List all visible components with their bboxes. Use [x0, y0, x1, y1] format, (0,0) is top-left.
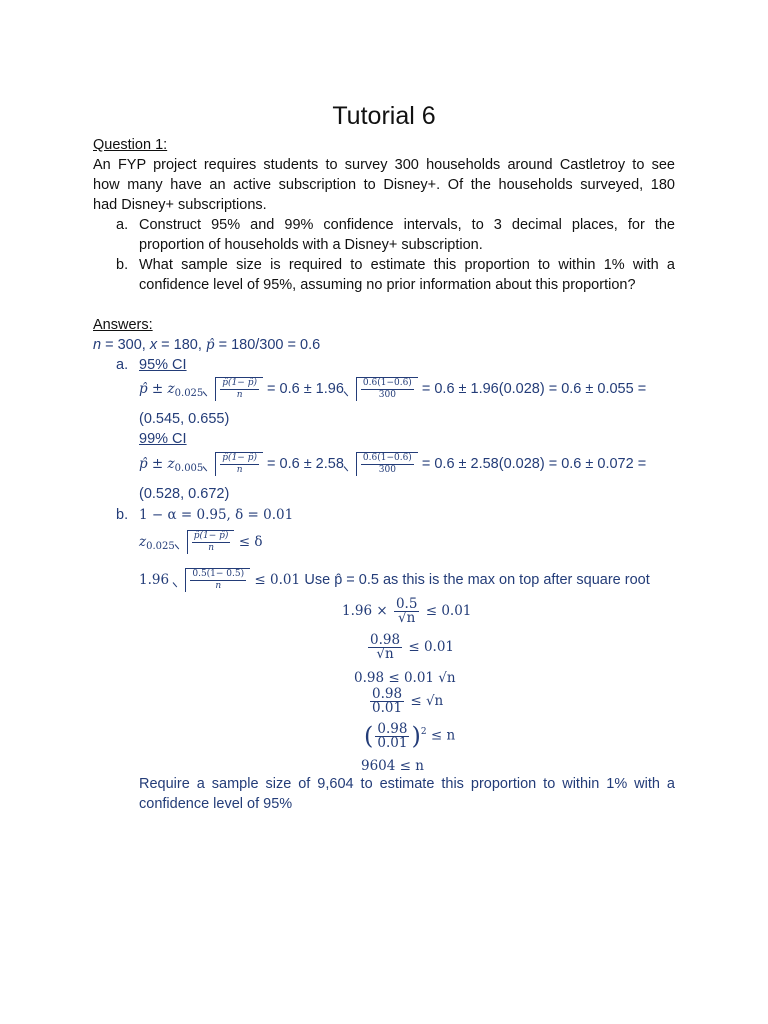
ci95-formula	[139, 377, 646, 404]
step-4	[368, 688, 443, 715]
given-phat-value: = 180/300 = 0.6	[214, 337, 321, 353]
sqrt-sign	[173, 568, 250, 592]
question-part-b-text: What sample size is required to estimate this proportion to within 1% with a	[139, 257, 675, 273]
page-title: Tutorial 6	[332, 102, 436, 130]
question-text-line: An FYP project requires students to survey 300 households around Castletroy to see	[93, 157, 675, 173]
b-sub-note: Use p̂ = 0.5 as this is the max on top after square root	[304, 571, 650, 588]
ci99-lead: p̂ ± z	[139, 455, 175, 472]
question-text-line: had Disney+ subscriptions.	[93, 197, 267, 213]
ci95-denominator-values: 300	[378, 390, 396, 400]
b-ineq-denominator: n	[208, 543, 214, 553]
ci95-mid: = 0.6 ± 1.96	[262, 380, 344, 397]
ci99-result: (0.528, 0.672)	[139, 486, 230, 502]
b-inequality	[139, 530, 262, 557]
sqrt-sign	[203, 452, 263, 476]
step-2-numerator: 0.98	[370, 632, 401, 648]
ci99-denominator-values: 300	[378, 465, 396, 475]
ci99-label: 99% CI	[139, 431, 187, 447]
step-1	[342, 598, 471, 625]
ci95-numerator: p̂(1− p̂)	[222, 378, 257, 388]
conclusion-line: confidence level of 95%	[139, 796, 293, 812]
ci99-formula	[139, 452, 646, 479]
question-part-a-text: proportion of households with a Disney+ subscription.	[139, 237, 483, 253]
b-substitution	[139, 568, 650, 592]
question-part-a-text: Construct 95% and 99% confidence intervals, to 3 decimal places, for the	[139, 217, 675, 233]
step-4-denominator: 0.01	[372, 700, 403, 716]
step-5-numerator: 0.98	[377, 720, 408, 737]
question-part-b-mark: b.	[116, 257, 129, 273]
question-heading: Question 1:	[93, 137, 168, 153]
step-3: 0.98 ≤ 0.01 √n	[354, 670, 456, 686]
given-phat: p̂	[205, 337, 215, 353]
ci99-numerator: p̂(1− p̂)	[222, 453, 257, 463]
ci95-numerator-values: 0.6(1−0.6)	[362, 378, 412, 388]
ci95-label: 95% CI	[139, 357, 187, 373]
ci95-tail: = 0.6 ± 1.96(0.028) = 0.6 ± 0.055 =	[417, 380, 647, 397]
given-x-value: = 180,	[157, 337, 206, 353]
step-1-numerator: 0.5	[395, 596, 418, 612]
ci95-lead: p̂ ± z	[139, 380, 175, 397]
step-1-lead: 1.96 ×	[342, 603, 392, 619]
ci99-mid: = 0.6 ± 2.58	[262, 455, 344, 472]
sqrt-sign	[344, 377, 418, 401]
question-part-b-text: confidence level of 95%, assuming no prior information about this proportion?	[139, 277, 636, 293]
b-ineq-tail: ≤ δ	[234, 533, 263, 550]
ci99-z-subscript: 0.005	[174, 462, 204, 474]
b-sub-inequality: ≤ 0.01	[250, 571, 305, 588]
b-alpha-delta: 1 − α = 0.95, δ = 0.01	[139, 507, 294, 523]
b-sub-denominator: n	[215, 581, 222, 591]
step-4-numerator: 0.98	[372, 686, 403, 702]
ci95-result: (0.545, 0.655)	[139, 411, 230, 427]
step-1-tail: ≤ 0.01	[421, 603, 472, 619]
ci99-numerator-values: 0.6(1−0.6)	[362, 453, 412, 463]
question-part-a-mark: a.	[116, 217, 129, 233]
step-5-tail: ≤ n	[426, 727, 456, 744]
given-x: x	[149, 337, 158, 353]
sqrt-sign	[175, 530, 235, 554]
ci99-denominator: n	[236, 465, 243, 475]
step-2-denominator: √n	[376, 646, 394, 662]
step-5-exponent: 2	[420, 727, 427, 737]
ci95-denominator: n	[236, 390, 243, 400]
step-2-tail: ≤ 0.01	[404, 639, 455, 655]
sqrt-sign	[344, 452, 418, 476]
step-4-tail: ≤ √n	[406, 693, 444, 709]
step-5: ( $\frac{0.98}{0.01}$ )$^2$ ≤ n	[364, 720, 456, 751]
given-n-value: = 300,	[101, 337, 150, 353]
b-ineq-z: z	[139, 533, 147, 550]
b-sub-numerator: 0.5(1− 0.5)	[192, 569, 245, 579]
sqrt-sign	[203, 377, 263, 401]
given-n: n	[93, 337, 102, 353]
b-ineq-numerator: p̂(1− p̂)	[193, 531, 229, 541]
b-sub-lead: 1.96	[139, 571, 174, 588]
answer-part-a-mark: a.	[116, 357, 129, 373]
step-5-denominator: 0.01	[377, 734, 408, 751]
question-text-line: how many have an active subscription to Disney+. Of the households surveyed, 180	[93, 177, 675, 193]
step-1-denominator: √n	[398, 610, 416, 626]
step-6: 9604 ≤ n	[361, 758, 424, 774]
ci99-tail: = 0.6 ± 2.58(0.028) = 0.6 ± 0.072 =	[417, 455, 647, 472]
b-ineq-subscript: 0.025	[146, 540, 175, 552]
step-2	[366, 634, 454, 661]
conclusion-line: Require a sample size of 9,604 to estimate this proportion to within 1% with a	[139, 776, 675, 792]
answer-part-b-mark: b.	[116, 507, 129, 523]
given-values	[93, 335, 320, 355]
ci95-z-subscript: 0.025	[174, 387, 204, 399]
answers-heading: Answers:	[93, 317, 153, 333]
